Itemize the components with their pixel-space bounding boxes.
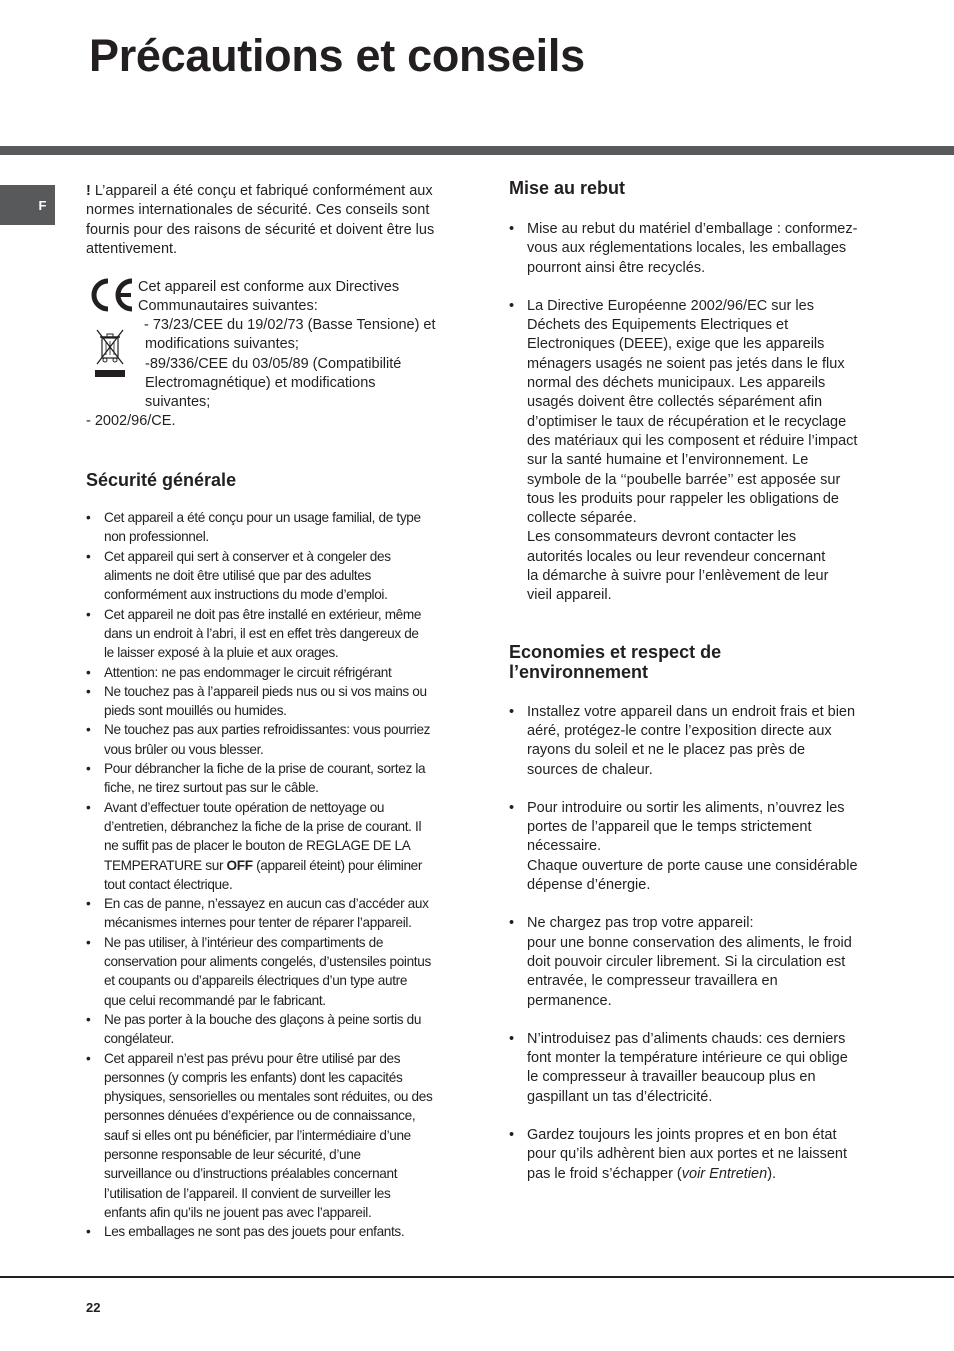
text-line: personne responsable de leur sécurité, d’une — [104, 1146, 361, 1162]
text-line: que celui recommandé par le fabricant. — [104, 992, 326, 1008]
list-item — [86, 508, 466, 547]
text-line — [104, 856, 466, 875]
text-line: usagés doivent être collectés séparément afin — [527, 394, 823, 411]
language-tab: F — [0, 185, 55, 225]
list-item — [509, 297, 889, 606]
list-item — [509, 914, 889, 1010]
footer-rule — [0, 1276, 954, 1278]
text-line: le compresseur à travailler beaucoup plus en — [527, 1069, 816, 1086]
text-line: tout contact électrique. — [104, 876, 233, 892]
text-line: fiche, ne tirez surtout pas sur le câble. — [104, 780, 319, 796]
text-line: doit pouvoir circuler librement. Si la circulation est — [527, 953, 846, 970]
text-line: et coupants ou d’appareils électriques d’un type autre — [104, 973, 408, 989]
text-line: le laisser exposé à la pluie et aux orages. — [104, 645, 339, 661]
text-line: d’optimiser le taux de récupération et le recyclage — [527, 413, 847, 430]
text-line: • Pour débrancher la fiche de la prise de courant, sortez la — [104, 761, 426, 777]
text-line: l’utilisation de l’appareil. Il convient de surveiller les — [104, 1185, 391, 1201]
intro-line: attentivement. — [86, 240, 178, 257]
list-item — [509, 703, 889, 780]
rebut-list — [509, 220, 889, 606]
text-line: tous les produits pour rappeler les obligations de — [527, 490, 839, 507]
text-fragment: (appareil éteint) pour éliminer — [252, 857, 423, 873]
list-item — [86, 1010, 466, 1049]
text-line: aéré, protégez-le contre l’exposition directe aux — [527, 722, 832, 739]
text-line: • Les emballages ne sont pas des jouets pour enfants. — [104, 1224, 405, 1240]
text-line: ne suffit pas de placer le bouton de REGLAGE DE LA — [104, 838, 411, 854]
list-item — [86, 798, 466, 894]
list-item — [86, 894, 466, 933]
text-line: permanence. — [527, 992, 612, 1009]
directive-line: Communautaires suivantes: — [138, 298, 318, 315]
text-line: la démarche à suivre pour l’enlèvement de leur — [527, 568, 829, 585]
text-line: mécanismes internes pour tenter de réparer l’appareil. — [104, 915, 412, 931]
list-item — [509, 1126, 889, 1184]
text-line: personnes dénuées d’expérience ou de connaissance, — [104, 1108, 416, 1124]
text-line: • La Directive Européenne 2002/96/EC sur les — [527, 297, 814, 314]
text-line: non professionnel. — [104, 529, 209, 545]
text-line: sur la santé humaine et l’environnement. Le — [527, 452, 809, 469]
list-item — [509, 1030, 889, 1107]
text-line: Déchets des Equipements Electriques et — [527, 317, 789, 334]
intro-line: fournis pour des raisons de sécurité et doivent être lus — [86, 221, 435, 238]
text-line: • Ne pas porter à la bouche des glaçons à peine sortis du — [104, 1011, 422, 1027]
text-line: dans un endroit à l’abri, il est en effet très dangereux de — [104, 625, 419, 641]
text-line: • Attention: ne pas endommager le circuit réfrigérant — [104, 664, 392, 680]
text-line — [527, 1165, 889, 1184]
text-line: des matériaux qui les composent et réduire l’impact — [527, 432, 858, 449]
list-item — [86, 759, 466, 798]
text-line: ménagers usagés ne soient pas jetés dans le flux — [527, 355, 845, 372]
right-column — [509, 178, 889, 1184]
text-line: entravée, le compresseur travaillera en — [527, 973, 778, 990]
text-line: congélateur. — [104, 1031, 174, 1047]
list-item — [86, 933, 466, 1010]
list-item — [86, 605, 466, 663]
directive-line: modifications suivantes; — [145, 336, 299, 353]
text-line: symbole de la ‘‘poubelle barrée’’ est apposée sur — [527, 471, 841, 488]
economies-list — [509, 703, 889, 1184]
section-heading-economies — [509, 642, 889, 682]
directive-line: suivantes; — [145, 394, 211, 411]
ce-mark-icon — [86, 278, 136, 312]
list-item — [509, 220, 889, 278]
text-line: personnes (y compris les enfants) dont les capacités — [104, 1069, 403, 1085]
page-title: Précautions et conseils — [89, 30, 585, 81]
text-line: • Pour introduire ou sortir les aliments, n’ouvrez les — [527, 799, 845, 816]
text-line: • Ne touchez pas aux parties refroidissantes: vous pourriez — [104, 722, 431, 738]
text-line: portes de l’appareil que le temps strictement — [527, 819, 812, 836]
text-line: • Ne pas utiliser, à l’intérieur des compartiments de — [104, 934, 384, 950]
text-line: • En cas de panne, n’essayez en aucun cas d’accéder aux — [104, 896, 429, 912]
text-line: sauf si elles ont pu bénéficier, par l’intermédiaire d’une — [104, 1127, 411, 1143]
text-line: aliments ne doit être utilisé que par des adultes — [104, 568, 371, 584]
text-line: pourront ainsi être recyclés. — [527, 259, 706, 276]
header-rule — [0, 146, 954, 155]
text-line: physiques, sensorielles ou mentales sont réduites, ou des — [104, 1089, 433, 1105]
list-item — [86, 720, 466, 759]
text-line: • Gardez toujours les joints propres et en bon état — [527, 1126, 837, 1143]
heading-line: l’environnement — [509, 661, 649, 682]
text-line: dépense d’énergie. — [527, 877, 651, 894]
intro-paragraph — [86, 182, 466, 259]
text-line: pour une bonne conservation des aliments, le froid — [527, 934, 852, 951]
page-number: 22 — [86, 1300, 101, 1315]
text-line: • N’introduisez pas d’aliments chauds: ces derniers — [527, 1030, 846, 1047]
text-line: vous brûler ou vous blesser. — [104, 741, 264, 757]
text-line: • Installez votre appareil dans un endroit frais et bien — [527, 703, 856, 720]
text-line: enfants afin qu’ils ne jouent pas avec l’appareil. — [104, 1204, 372, 1220]
list-item — [86, 663, 466, 682]
text-line: rayons du soleil et ne le placez pas près de — [527, 742, 806, 759]
text-line: collecte séparée. — [527, 510, 637, 527]
section-heading-rebut: Mise au rebut — [509, 178, 626, 198]
text-fragment: pas le froid s’échapper ( — [527, 1165, 682, 1182]
directive-line: - 73/23/CEE du 19/02/73 (Basse Tensione) et — [144, 317, 436, 334]
text-fragment: ). — [767, 1165, 777, 1182]
text-line: sources de chaleur. — [527, 761, 653, 778]
text-line: vous aux réglementations locales, les emballages — [527, 240, 847, 257]
text-line: Electroniques (DEEE), exige que les appareils — [527, 336, 825, 353]
heading-line: Economies et respect de — [509, 641, 722, 662]
cross-reference: voir Entretien — [681, 1165, 768, 1182]
warning-mark: ! — [86, 183, 91, 199]
text-fragment: TEMPERATURE sur — [104, 857, 227, 873]
left-column — [86, 182, 466, 1241]
text-line: conformément aux instructions du mode d’emploi. — [104, 587, 388, 603]
text-line: d’entretien, débranchez la fiche de la prise de courant. Il — [104, 818, 422, 834]
list-item — [86, 547, 466, 605]
text-line: pieds sont mouillés ou humides. — [104, 703, 287, 719]
directive-line: Electromagnétique) et modifications — [145, 375, 376, 392]
text-line: Les consommateurs devront contacter les — [527, 529, 797, 546]
text-line: • Ne touchez pas à l’appareil pieds nus ou si vos mains ou — [104, 683, 427, 699]
directives-block — [86, 278, 466, 448]
text-line: surveillance ou d’instructions préalables concernant — [104, 1166, 398, 1182]
text-line: • Avant d’effectuer toute opération de nettoyage ou — [104, 799, 385, 815]
securite-list — [86, 508, 466, 1241]
text-line: • Cet appareil n’est pas prévu pour être utilisé par des — [104, 1050, 401, 1066]
text-line: • Ne chargez pas trop votre appareil: — [527, 915, 754, 932]
text-line: • Cet appareil qui sert à conserver et à congeler des — [104, 548, 391, 564]
text-line: vieil appareil. — [527, 587, 612, 604]
intro-line: L’appareil a été conçu et fabriqué conformément aux — [90, 183, 433, 199]
intro-line: normes internationales de sécurité. Ces conseils sont — [86, 202, 430, 219]
list-item — [86, 1049, 466, 1223]
text-line: • Cet appareil ne doit pas être installé en extérieur, même — [104, 606, 422, 622]
text-line: conservation pour aliments congelés, d’ustensiles pointus — [104, 954, 431, 970]
text-line: autorités locales ou leur revendeur concernant — [527, 548, 826, 565]
off-setting-label: OFF — [226, 857, 253, 873]
text-line: • Cet appareil a été conçu pour un usage familial, de type — [104, 510, 421, 526]
list-item — [86, 1222, 466, 1241]
text-line: gaspillant un tas d’électricité. — [527, 1088, 713, 1105]
text-line: pour qu’ils adhèrent bien aux portes et ne laissent — [527, 1146, 848, 1163]
directive-line: Cet appareil est conforme aux Directives — [138, 279, 400, 296]
crossed-bin-icon — [94, 328, 126, 380]
text-line: font monter la température intérieure ce qui oblige — [527, 1050, 848, 1067]
text-line: normal des déchets municipaux. Les appareils — [527, 375, 826, 392]
section-heading-securite: Sécurité générale — [86, 470, 237, 491]
text-line: Chaque ouverture de porte cause une considérable — [527, 857, 858, 874]
text-line: nécessaire. — [527, 838, 602, 855]
directive-line: -89/336/CEE du 03/05/89 (Compatibilité — [145, 356, 402, 373]
list-item — [86, 682, 466, 721]
directive-line: - 2002/96/CE. — [86, 413, 176, 430]
list-item — [509, 799, 889, 895]
text-line: • Mise au rebut du matériel d’emballage : conformez- — [527, 221, 858, 237]
